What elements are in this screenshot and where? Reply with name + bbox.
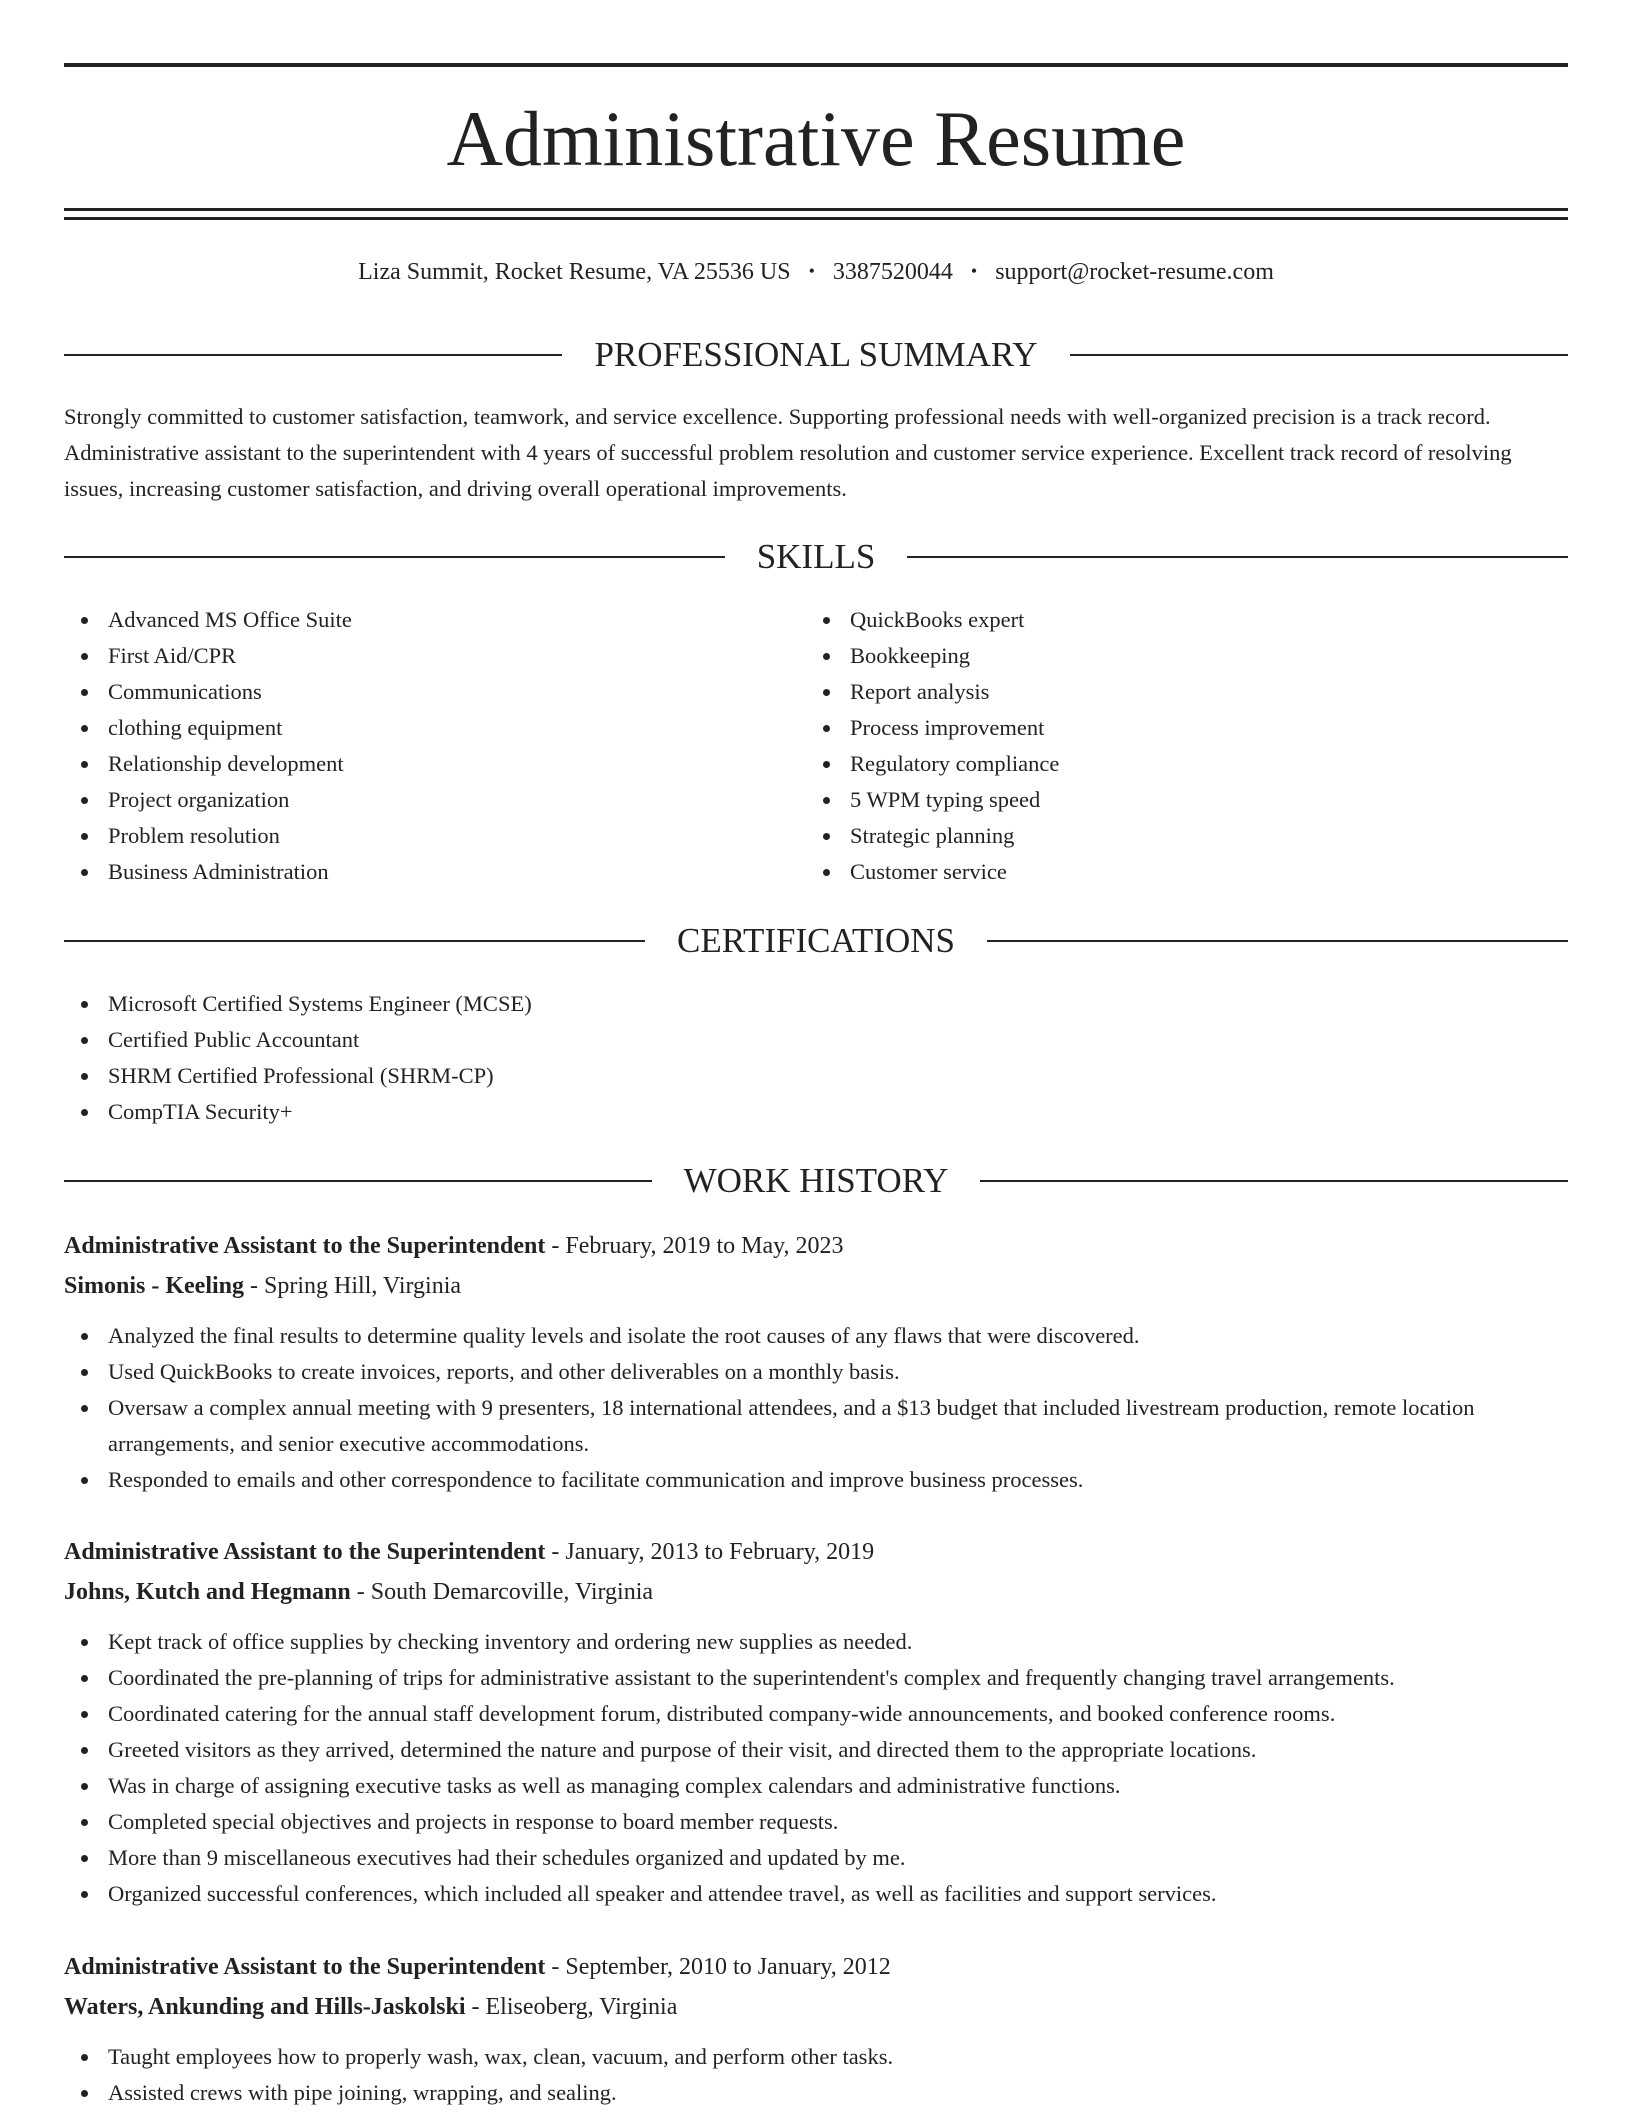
skill-item: Report analysis xyxy=(806,674,1506,710)
job-title-row: Administrative Assistant to the Superintendent - January, 2013 to February, 2019 xyxy=(64,1539,875,1565)
title-double-rule xyxy=(64,208,1568,220)
certification-item: SHRM Certified Professional (SHRM-CP) xyxy=(64,1058,1064,1094)
job-title-row: Administrative Assistant to the Superintendent - February, 2019 to May, 2023 xyxy=(64,1233,844,1259)
job-company: Simonis - Keeling xyxy=(64,1273,245,1299)
job-company-row: Waters, Ankunding and Hills-Jaskolski - Eliseoberg, Virginia xyxy=(64,1994,678,2020)
skills-list-right xyxy=(806,602,1506,890)
skill-item: 5 WPM typing speed xyxy=(806,782,1506,818)
job-duty: Was in charge of assigning executive tasks as well as managing complex calendars and administrative functions. xyxy=(64,1768,1568,1804)
job-duty: Oversaw a complex annual meeting with 9 presenters, 18 international attendees, and a $13 budget that included livestream production, remote location arrangements, and senior executive accommodations. xyxy=(64,1390,1568,1462)
job-dates: February, 2019 to May, 2023 xyxy=(565,1233,844,1259)
section-rule xyxy=(987,940,1568,942)
job-duty: Greeted visitors as they arrived, determined the nature and purpose of their visit, and directed them to the appropriate locations. xyxy=(64,1732,1568,1768)
job-company-row: Johns, Kutch and Hegmann - South Demarcoville, Virginia xyxy=(64,1579,654,1605)
skill-item: Communications xyxy=(64,674,764,710)
job-location: Eliseoberg, Virginia xyxy=(485,1994,678,2020)
summary-text: Strongly committed to customer satisfaction, teamwork, and service excellence. Supporting professional needs with well-organized precision is a track record. Administrative assistant to the superintendent with 4 years of successful problem resolution and customer service experience. Excellent track record of resolving issues, increasing customer satisfaction, and driving overall operational improvements. xyxy=(64,404,1512,501)
job-entry xyxy=(64,1947,1568,2111)
section-title: WORK HISTORY xyxy=(683,1161,949,1200)
job-duty: Analyzed the final results to determine quality levels and isolate the root causes of any flaws that were discovered. xyxy=(64,1318,1568,1354)
resume-title: Administrative Resume xyxy=(446,95,1186,182)
skill-item: Problem resolution xyxy=(64,818,764,854)
certifications-list xyxy=(64,986,1064,1130)
job-entry xyxy=(64,1532,1568,1912)
section-header-work-history xyxy=(64,1161,1568,1201)
section-header-certifications xyxy=(64,921,1568,961)
job-company: Johns, Kutch and Hegmann xyxy=(64,1579,351,1605)
job-duties-list xyxy=(64,1318,1568,1498)
skill-item: Strategic planning xyxy=(806,818,1506,854)
skills-list-left xyxy=(64,602,764,890)
contact-address: Liza Summit, Rocket Resume, VA 25536 US xyxy=(358,259,791,285)
section-header-summary xyxy=(64,335,1568,375)
job-title-row: Administrative Assistant to the Superintendent - September, 2010 to January, 2012 xyxy=(64,1954,891,1980)
section-title: SKILLS xyxy=(756,537,876,576)
section-title: PROFESSIONAL SUMMARY xyxy=(594,335,1038,374)
section-rule xyxy=(1070,354,1568,356)
section-rule xyxy=(64,1180,652,1182)
skill-item: First Aid/CPR xyxy=(64,638,764,674)
skill-item: Business Administration xyxy=(64,854,764,890)
job-location: Spring Hill, Virginia xyxy=(264,1273,462,1299)
contact-separator: • xyxy=(970,261,978,281)
section-rule xyxy=(64,354,562,356)
job-title: Administrative Assistant to the Superintendent xyxy=(64,1954,546,1980)
job-duty: More than 9 miscellaneous executives had their schedules organized and updated by me. xyxy=(64,1840,1568,1876)
contact-line xyxy=(64,255,1568,288)
job-entry xyxy=(64,1226,1568,1498)
job-duty: Taught employees how to properly wash, wax, clean, vacuum, and perform other tasks. xyxy=(64,2039,1568,2075)
certification-item: CompTIA Security+ xyxy=(64,1094,1064,1130)
section-header-skills xyxy=(64,537,1568,577)
job-duties-list xyxy=(64,2039,1568,2111)
section-title: CERTIFICATIONS xyxy=(677,921,955,960)
job-duty: Organized successful conferences, which included all speaker and attendee travel, as well as facilities and support services. xyxy=(64,1876,1568,1912)
contact-phone: 3387520044 xyxy=(832,259,953,285)
job-dates: January, 2013 to February, 2019 xyxy=(565,1539,875,1565)
job-duties-list xyxy=(64,1624,1568,1912)
skill-item: Advanced MS Office Suite xyxy=(64,602,764,638)
certification-item: Certified Public Accountant xyxy=(64,1022,1064,1058)
top-rule xyxy=(64,63,1568,67)
job-title: Administrative Assistant to the Superintendent xyxy=(64,1233,546,1259)
job-location: South Demarcoville, Virginia xyxy=(370,1579,654,1605)
job-duty: Used QuickBooks to create invoices, reports, and other deliverables on a monthly basis. xyxy=(64,1354,1568,1390)
skill-item: Bookkeeping xyxy=(806,638,1506,674)
contact-email: support@rocket-resume.com xyxy=(995,259,1274,285)
section-rule xyxy=(980,1180,1568,1182)
skill-item: QuickBooks expert xyxy=(806,602,1506,638)
job-title: Administrative Assistant to the Superintendent xyxy=(64,1539,546,1565)
skill-item: Project organization xyxy=(64,782,764,818)
skill-item: Customer service xyxy=(806,854,1506,890)
job-duty: Coordinated catering for the annual staff development forum, distributed company-wide announcements, and booked conference rooms. xyxy=(64,1696,1568,1732)
contact-separator: • xyxy=(808,261,815,281)
section-rule xyxy=(64,940,645,942)
section-rule xyxy=(907,556,1568,558)
skill-item: Relationship development xyxy=(64,746,764,782)
skill-item: Regulatory compliance xyxy=(806,746,1506,782)
job-company: Waters, Ankunding and Hills-Jaskolski xyxy=(64,1994,466,2020)
section-rule xyxy=(64,556,725,558)
job-company-row: Simonis - Keeling - Spring Hill, Virginia xyxy=(64,1273,462,1299)
skill-item: clothing equipment xyxy=(64,710,764,746)
certification-item: Microsoft Certified Systems Engineer (MCSE) xyxy=(64,986,1064,1022)
job-duty: Kept track of office supplies by checking inventory and ordering new supplies as needed. xyxy=(64,1624,1568,1660)
skill-item: Process improvement xyxy=(806,710,1506,746)
job-dates: September, 2010 to January, 2012 xyxy=(565,1954,891,1980)
job-duty: Completed special objectives and projects in response to board member requests. xyxy=(64,1804,1568,1840)
job-duty: Responded to emails and other correspondence to facilitate communication and improve business processes. xyxy=(64,1462,1568,1498)
job-duty: Assisted crews with pipe joining, wrapping, and sealing. xyxy=(64,2075,1568,2111)
job-duty: Coordinated the pre-planning of trips for administrative assistant to the superintendent's complex and frequently changing travel arrangements. xyxy=(64,1660,1568,1696)
